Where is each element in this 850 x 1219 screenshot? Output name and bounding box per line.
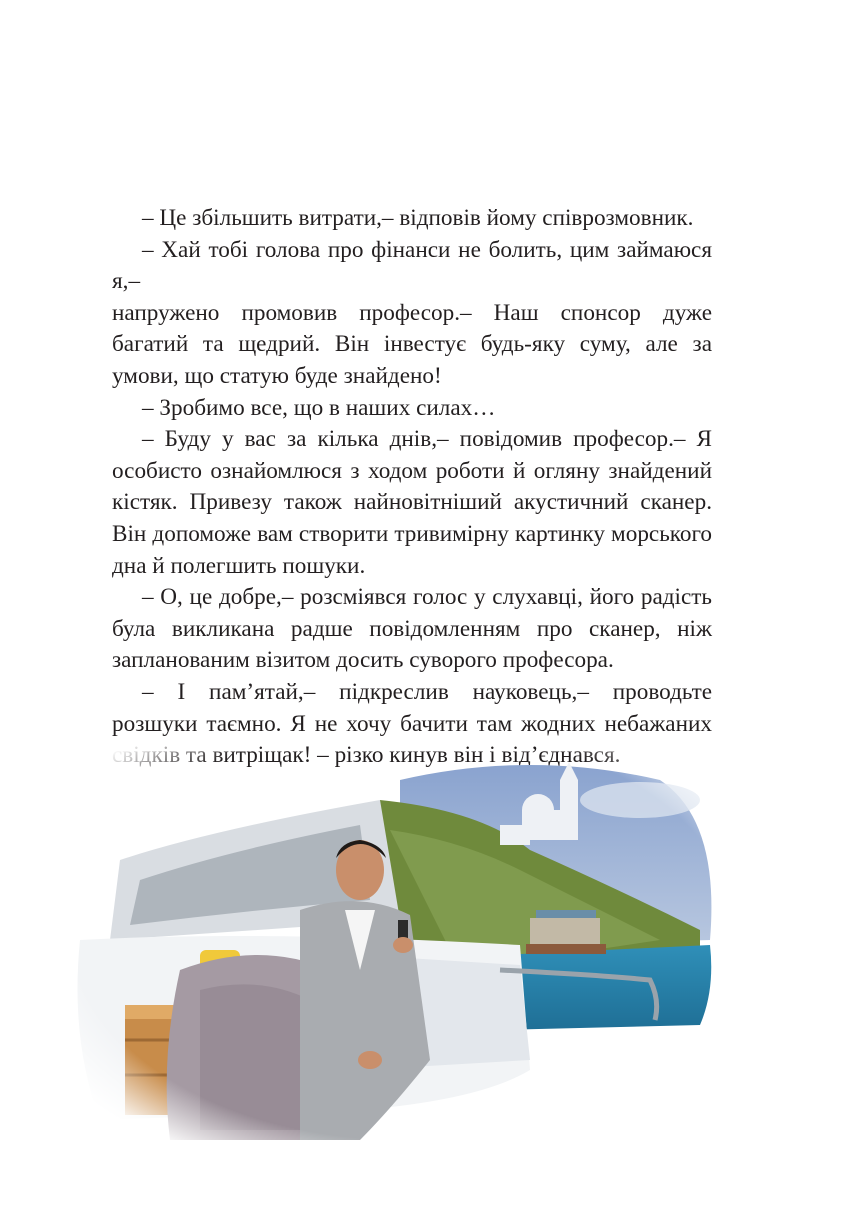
paragraph: – Зробимо все, що в наших силах…	[142, 394, 496, 421]
paragraph: напружено промовив професор.– Наш спонсор дуже багатий та щедрий. Він інвестує будь-яку суму, але за умови, що статую буде знайдено!	[112, 299, 712, 389]
paragraph: – Це збільшить витрати,– відповів йому співрозмовник.	[142, 205, 694, 231]
paragraph: – І пам’ятай,– підкреслив науковець,– проводьте розшуки таємно. Я не хочу бачити там жодних небажаних	[112, 678, 712, 737]
paragraph: – Буду у вас за кілька днів,– повідомив професор.– Я особисто ознайомлюся з ходом роботи й огляну знайдений кістяк. Привезу також найновітніший акустичний сканер. Він допоможе вам створити тривимірну картинку морського дна й полегшить пошуки.	[112, 426, 712, 579]
illustration-professor-on-yacht	[60, 740, 750, 1170]
page-text	[112, 203, 712, 772]
paragraph: – О, це добре,– розсміявся голос у слухавці, його радість була викликана радше повідомленням про сканер, ніж запланованим візитом досить суворого професора.	[112, 584, 712, 674]
paragraph: – Хай тобі голова про фінанси не болить, цим займаюся я,–	[112, 236, 712, 295]
